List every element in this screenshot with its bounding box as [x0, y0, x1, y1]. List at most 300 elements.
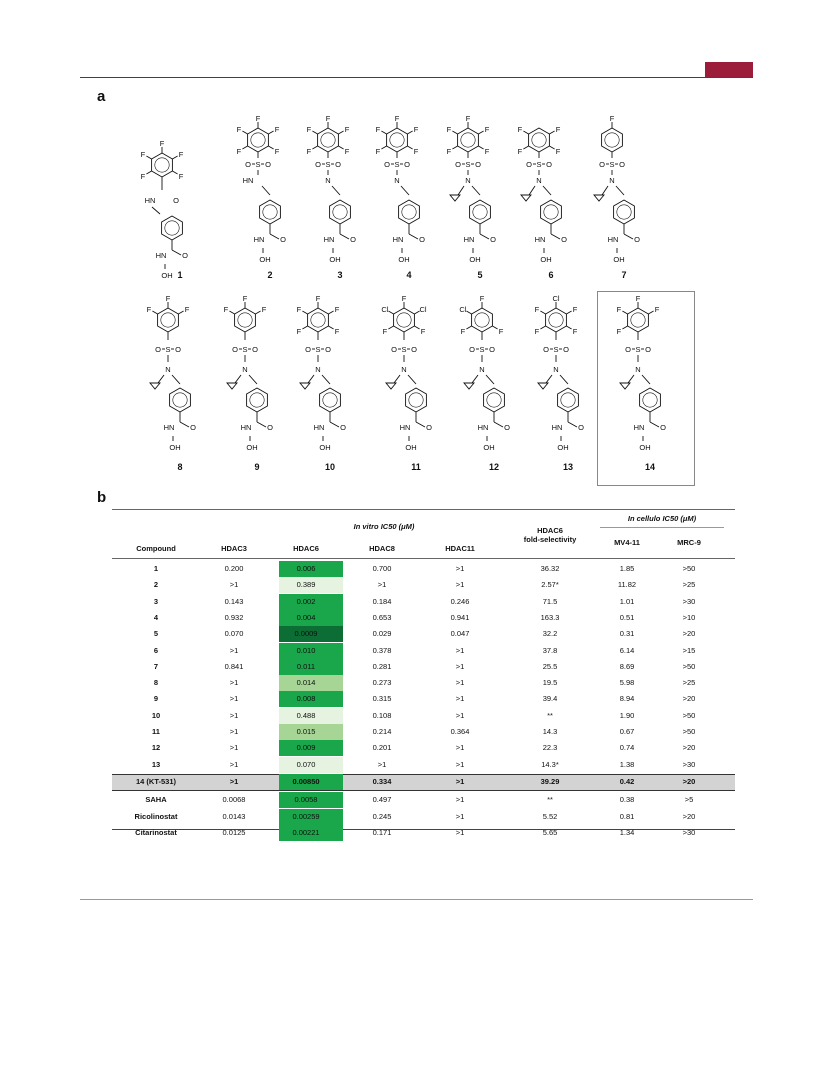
substituent-label: F [616, 327, 622, 336]
carbonyl-bond [416, 422, 425, 427]
cell-hdac8: 0.653 [372, 612, 392, 622]
cell-hdac6: 0.002 [296, 596, 316, 606]
cell-hdac11: >1 [455, 710, 465, 720]
cell-hdac3: 0.070 [224, 629, 244, 639]
compound-number: 14 [644, 462, 656, 472]
substituent-label: F [344, 147, 350, 156]
substituent-label: F [446, 147, 452, 156]
compound-number: 6 [548, 270, 554, 280]
aromatic-circle [333, 205, 347, 219]
substituent-label: F [609, 114, 615, 123]
cell-hdac6: 0.004 [296, 612, 316, 622]
cell-hdac3: >1 [229, 759, 239, 769]
cell-compound: 8 [153, 678, 159, 688]
carbonyl-bond [650, 422, 659, 427]
substituent-label: F [555, 147, 561, 156]
cell-hdac8: 0.029 [372, 629, 392, 639]
cell-hdac3: >1 [229, 710, 239, 720]
sulfonyl-oxygen: O [155, 345, 161, 354]
oxygen-label: O [578, 423, 584, 432]
substituent-label: F [534, 305, 540, 314]
cell-hdac8: 0.108 [372, 710, 392, 720]
carbonyl-bond [480, 234, 489, 239]
amide-nh-label: HN [253, 235, 265, 244]
substituent-label: F [654, 305, 660, 314]
substituent-label: F [306, 125, 312, 134]
substituent-label: F [465, 114, 471, 123]
cell-hdac6: 0.00850 [292, 776, 320, 786]
carbonyl-bond [494, 422, 503, 427]
cell-compound: 6 [153, 645, 159, 655]
cyclopropyl-ring [464, 383, 474, 389]
cell-sel: 32.2 [542, 629, 558, 639]
cell-hdac8: 0.497 [372, 795, 392, 805]
compound-number: 5 [477, 270, 483, 280]
cell-hdac6: 0.488 [296, 710, 316, 720]
cell-hdac11: >1 [455, 811, 465, 821]
sulfur-label: S [242, 345, 248, 354]
substituent-label: F [413, 125, 419, 134]
sulfur-label: S [553, 345, 559, 354]
sulfonyl-oxygen: O [489, 345, 495, 354]
sulfur-label: S [255, 160, 261, 169]
substituent-label: F [178, 172, 184, 181]
substituent-bond [328, 311, 333, 314]
substituent-label: F [635, 294, 641, 303]
cell-mv411: 5.98 [619, 678, 635, 688]
substituent-label: F [334, 327, 340, 336]
compound-number: 13 [562, 462, 574, 472]
nitrogen-label: N [325, 176, 331, 185]
sulfonyl-oxygen: O [325, 345, 331, 354]
substituent-bond [302, 326, 307, 329]
cell-sel: 22.3 [542, 743, 558, 753]
cell-hdac8: 0.378 [372, 645, 392, 655]
cyclopropyl-ring [521, 195, 531, 201]
cell-hdac3: 0.200 [224, 564, 244, 573]
aromatic-circle [165, 221, 179, 235]
cell-mrc9: >25 [682, 580, 696, 590]
sulfonyl-oxygen: O [546, 160, 552, 169]
cell-mrc9: >25 [682, 678, 696, 688]
oxygen-label: O [426, 423, 432, 432]
cell-compound: 5 [153, 629, 159, 639]
substituent-bond [172, 171, 177, 174]
substituent-bond [523, 131, 528, 134]
compound-number: 10 [324, 462, 336, 472]
cell-hdac8: 0.171 [372, 827, 392, 837]
carbonyl-bond [624, 234, 633, 239]
cell-compound: 2 [153, 580, 159, 590]
methylene-bond [332, 186, 340, 195]
cell-hdac6: 0.389 [296, 580, 316, 590]
substituent-label: F [517, 125, 523, 134]
cell-mv411: 0.51 [619, 612, 635, 622]
cell-hdac11: >1 [455, 759, 465, 769]
substituent-label: F [296, 305, 302, 314]
cell-hdac8: 0.273 [372, 678, 392, 688]
cell-hdac3: >1 [229, 645, 239, 655]
substituent-bond [381, 146, 386, 149]
cell-hdac6: 0.006 [296, 564, 316, 573]
cell-sel: 37.8 [542, 645, 558, 655]
cell-hdac6: 0.008 [296, 694, 316, 704]
substituent-label: F [572, 305, 578, 314]
carbonyl-bond [270, 234, 279, 239]
compound-number: 11 [411, 462, 421, 472]
cell-hdac11: >1 [455, 580, 465, 590]
substituent-bond [452, 146, 457, 149]
cell-mv411: 0.74 [619, 743, 635, 753]
methylene-bond [486, 375, 494, 384]
cell-hdac8: 0.281 [372, 661, 392, 671]
aromatic-circle [323, 393, 337, 407]
cell-hdac11: 0.246 [450, 596, 470, 606]
methylene-bond [152, 207, 160, 214]
cell-hdac8: 0.334 [372, 776, 392, 786]
carbonyl-bond [551, 234, 560, 239]
aromatic-circle [321, 133, 335, 147]
methylene-bond [543, 186, 551, 195]
substituent-label: F [517, 147, 523, 156]
cell-hdac3: 0.0068 [222, 795, 246, 805]
cell-sel: 19.5 [542, 678, 558, 688]
substituent-label: F [394, 114, 400, 123]
cell-mv411: 0.38 [619, 795, 635, 805]
aromatic-circle [155, 158, 169, 172]
cell-hdac3: >1 [229, 580, 239, 590]
cell-hdac3: 0.0143 [222, 811, 246, 821]
aromatic-circle [544, 205, 558, 219]
cell-compound: 3 [153, 596, 159, 606]
compound-number: 3 [337, 270, 343, 280]
cell-hdac11: >1 [455, 678, 465, 688]
cell-compound: 7 [153, 661, 159, 671]
cell-mv411: 0.81 [619, 811, 635, 821]
substituent-label: F [296, 327, 302, 336]
hydroxyl-label: OH [540, 255, 552, 264]
cyclopropyl-bond [628, 375, 634, 383]
sulfonyl-oxygen: O [252, 345, 258, 354]
cell-mv411: 8.69 [619, 661, 635, 671]
oxygen-label: O [660, 423, 666, 432]
aromatic-circle [238, 313, 252, 327]
cell-hdac6: 0.010 [296, 645, 316, 655]
compound-number: 7 [621, 270, 627, 280]
cell-hdac8: >1 [377, 580, 387, 590]
substituent-bond [540, 326, 545, 329]
footer-rule [80, 899, 753, 900]
sulfonyl-oxygen: O [305, 345, 311, 354]
aromatic-circle [402, 205, 416, 219]
oxygen-label: O [182, 251, 188, 260]
oxygen-label: O [190, 423, 196, 432]
substituent-label: F [413, 147, 419, 156]
nitrogen-label: N [242, 365, 248, 374]
methylene-bond [401, 186, 409, 195]
cell-hdac8: 0.201 [372, 743, 392, 753]
cyclopropyl-bond [308, 375, 314, 383]
cell-compound: 13 [151, 759, 161, 769]
cyclopropyl-bond [394, 375, 400, 383]
cell-hdac6: 0.00221 [292, 827, 320, 837]
col-mrc9: MRC-9 [677, 538, 701, 547]
substituent-label: F [616, 305, 622, 314]
cell-sel: 71.5 [542, 596, 558, 606]
oxygen-label: O [280, 235, 286, 244]
table-top-rule [112, 509, 735, 510]
sulfur-label: S [394, 160, 400, 169]
cyclopropyl-bond [458, 186, 464, 195]
header-bottom-rule [112, 558, 735, 559]
col-mv411: MV4-11 [614, 538, 640, 547]
substituent-bond [478, 146, 483, 149]
substituent-bond [566, 326, 571, 329]
carbonyl-bond [340, 234, 349, 239]
amide-nh-label: HN [633, 423, 645, 432]
cell-compound: 9 [153, 694, 159, 704]
cell-sel: 5.65 [542, 827, 558, 837]
substituent-label: F [306, 147, 312, 156]
oxygen-label: O [419, 235, 425, 244]
sulfur-label: S [165, 345, 171, 354]
cell-mrc9: >50 [682, 564, 696, 573]
nitrogen-label: HN [242, 176, 254, 185]
substituent-bond [338, 146, 343, 149]
oxygen-label: O [561, 235, 567, 244]
cell-sel: 25.5 [542, 661, 558, 671]
aromatic-circle [250, 393, 264, 407]
sulfur-label: S [325, 160, 331, 169]
cyclopropyl-ring [538, 383, 548, 389]
substituent-bond [172, 156, 177, 159]
substituent-label: F [140, 150, 146, 159]
substituent-bond [338, 131, 343, 134]
hydroxyl-label: OH [613, 255, 625, 264]
substituent-label: F [178, 150, 184, 159]
hydroxyl-label: OH [169, 443, 181, 452]
compound-number: 8 [177, 462, 183, 472]
carbonyl-bond [180, 422, 189, 427]
cell-hdac8: 0.700 [372, 564, 392, 573]
substituent-label: F [498, 327, 504, 336]
cell-mv411: 6.14 [619, 645, 635, 655]
carbonyl-bond [568, 422, 577, 427]
cell-mrc9: >20 [682, 811, 696, 821]
aromatic-circle [561, 393, 575, 407]
substituent-bond [312, 131, 317, 134]
cyclopropyl-ring [450, 195, 460, 201]
cell-hdac8: 0.315 [372, 694, 392, 704]
cell-mrc9: >15 [682, 645, 696, 655]
cell-compound: 4 [153, 612, 159, 622]
cell-hdac11: 0.364 [450, 727, 470, 736]
cell-sel: 36.32 [540, 564, 560, 573]
oxygen-label: O [340, 423, 346, 432]
substituent-label: F [375, 125, 381, 134]
substituent-label: F [236, 147, 242, 156]
aromatic-circle [390, 133, 404, 147]
substituent-label: F [484, 125, 490, 134]
cell-hdac11: 0.941 [450, 612, 470, 622]
cell-hdac11: >1 [455, 776, 465, 786]
nitrogen-label: N [553, 365, 559, 374]
aromatic-circle [161, 313, 175, 327]
cell-sel: 14.3* [541, 759, 559, 769]
aromatic-circle [549, 313, 563, 327]
cell-compound: 10 [151, 710, 161, 720]
methylene-bond [616, 186, 624, 195]
cell-mrc9: >20 [682, 776, 696, 786]
col-hdac6: HDAC6 [293, 544, 319, 553]
sulfonyl-oxygen: O [469, 345, 475, 354]
aromatic-circle [397, 313, 411, 327]
sulfur-label: S [536, 160, 542, 169]
substituent-bond [146, 171, 151, 174]
cell-mv411: 1.34 [619, 827, 635, 837]
aromatic-circle [605, 133, 619, 147]
cell-sel: ** [547, 710, 553, 720]
cell-mrc9: >5 [684, 795, 694, 805]
nitrogen-label: N [635, 365, 641, 374]
hydroxyl-label: OH [405, 443, 417, 452]
sulfonyl-oxygen: O [543, 345, 549, 354]
cyclopropyl-bond [529, 186, 535, 195]
substituent-label: F [223, 305, 229, 314]
substituent-bond [452, 131, 457, 134]
substituent-label: F [484, 147, 490, 156]
cell-sel: 2.57* [541, 580, 559, 590]
cell-compound: 12 [151, 743, 161, 753]
nitrogen-label: N [609, 176, 615, 185]
substituent-label: F [159, 139, 165, 148]
cell-hdac6: 0.070 [296, 759, 316, 769]
sulfur-label: S [465, 160, 471, 169]
substituent-label: F [315, 294, 321, 303]
cell-sel: 39.4 [542, 694, 558, 704]
cell-hdac3: >1 [229, 694, 239, 704]
cell-hdac3: >1 [229, 776, 239, 786]
methylene-bond [642, 375, 650, 384]
substituent-bond [407, 131, 412, 134]
substituent-label: F [274, 147, 280, 156]
selectivity-header-line2: fold-selectivity [523, 535, 577, 544]
cell-hdac3: 0.841 [224, 661, 244, 671]
cell-hdac3: 0.932 [224, 612, 244, 622]
methylene-bond [408, 375, 416, 384]
substituent-bond [478, 131, 483, 134]
amide-nh-label: HN [551, 423, 563, 432]
substituent-bond [648, 311, 653, 314]
substituent-bond [407, 146, 412, 149]
substituent-bond [540, 311, 545, 314]
sulfur-label: S [609, 160, 615, 169]
substituent-bond [566, 311, 571, 314]
amide-nh-label: HN [240, 423, 252, 432]
nitrogen-label: N [394, 176, 400, 185]
sulfonyl-oxygen: O [335, 160, 341, 169]
nitrogen-label: N [165, 365, 171, 374]
substituent-bond [492, 326, 497, 329]
substituent-label: F [242, 294, 248, 303]
cyclopropyl-ring [150, 383, 160, 389]
aromatic-circle [461, 133, 475, 147]
cell-hdac6: 0.011 [296, 661, 316, 671]
hydroxyl-label: OH [246, 443, 258, 452]
aromatic-circle [643, 393, 657, 407]
cell-sel: 163.3 [540, 612, 560, 622]
compound-number: 9 [254, 462, 260, 472]
panel-b-label: b [97, 489, 107, 506]
aromatic-circle [631, 313, 645, 327]
amide-nh-label: HN [534, 235, 546, 244]
col-hdac3: HDAC3 [221, 544, 247, 553]
substituent-label: F [446, 125, 452, 134]
substituent-label: Cl [419, 305, 427, 314]
methylene-bond [262, 186, 270, 195]
sulfonyl-oxygen: O [645, 345, 651, 354]
cell-mv411: 1.01 [619, 596, 635, 606]
methylene-bond [560, 375, 568, 384]
cell-sel: 39.29 [540, 776, 560, 786]
cell-hdac6: 0.0058 [294, 795, 318, 805]
cyclopropyl-bond [235, 375, 241, 383]
sulfonyl-oxygen: O [475, 160, 481, 169]
cell-hdac11: >1 [455, 827, 465, 837]
substituent-label: F [401, 294, 407, 303]
methylene-bond [249, 375, 257, 384]
cell-mrc9: >30 [682, 759, 696, 769]
oxygen-label: O [490, 235, 496, 244]
cell-mv411: 11.82 [617, 580, 637, 590]
cyclopropyl-bond [602, 186, 608, 195]
cyclopropyl-ring [227, 383, 237, 389]
cyclopropyl-ring [386, 383, 396, 389]
substituent-label: F [555, 125, 561, 134]
sulfur-label: S [401, 345, 407, 354]
substituent-label: F [146, 305, 152, 314]
cell-hdac8: 0.184 [372, 596, 392, 606]
cell-hdac3: >1 [229, 727, 239, 736]
substituent-bond [549, 146, 554, 149]
carbonyl-bond [330, 422, 339, 427]
substituent-label: Cl [552, 294, 560, 303]
methylene-bond [172, 375, 180, 384]
substituent-bond [388, 326, 393, 329]
substituent-bond [268, 146, 273, 149]
sulfonyl-oxygen: O [391, 345, 397, 354]
cell-mv411: 1.90 [619, 710, 635, 720]
substituent-label: F [479, 294, 485, 303]
col-hdac8: HDAC8 [369, 544, 395, 553]
cell-compound: 14 (KT-531) [135, 776, 177, 786]
cell-mrc9: >50 [682, 661, 696, 671]
substituent-label: Cl [459, 305, 467, 314]
substituent-bond [466, 326, 471, 329]
sulfur-label: S [479, 345, 485, 354]
hydroxyl-label: OH [398, 255, 410, 264]
cell-hdac6: 0.015 [296, 727, 316, 736]
hydroxyl-label: OH [259, 255, 271, 264]
oxygen-label: O [173, 196, 179, 205]
substituent-bond [466, 311, 471, 314]
cell-hdac11: >1 [455, 795, 465, 805]
cell-compound: SAHA [145, 795, 167, 805]
cell-mrc9: >20 [682, 694, 696, 704]
amide-nh-label: HN [399, 423, 411, 432]
in-cellulo-rule [600, 527, 724, 528]
substituent-bond [146, 156, 151, 159]
